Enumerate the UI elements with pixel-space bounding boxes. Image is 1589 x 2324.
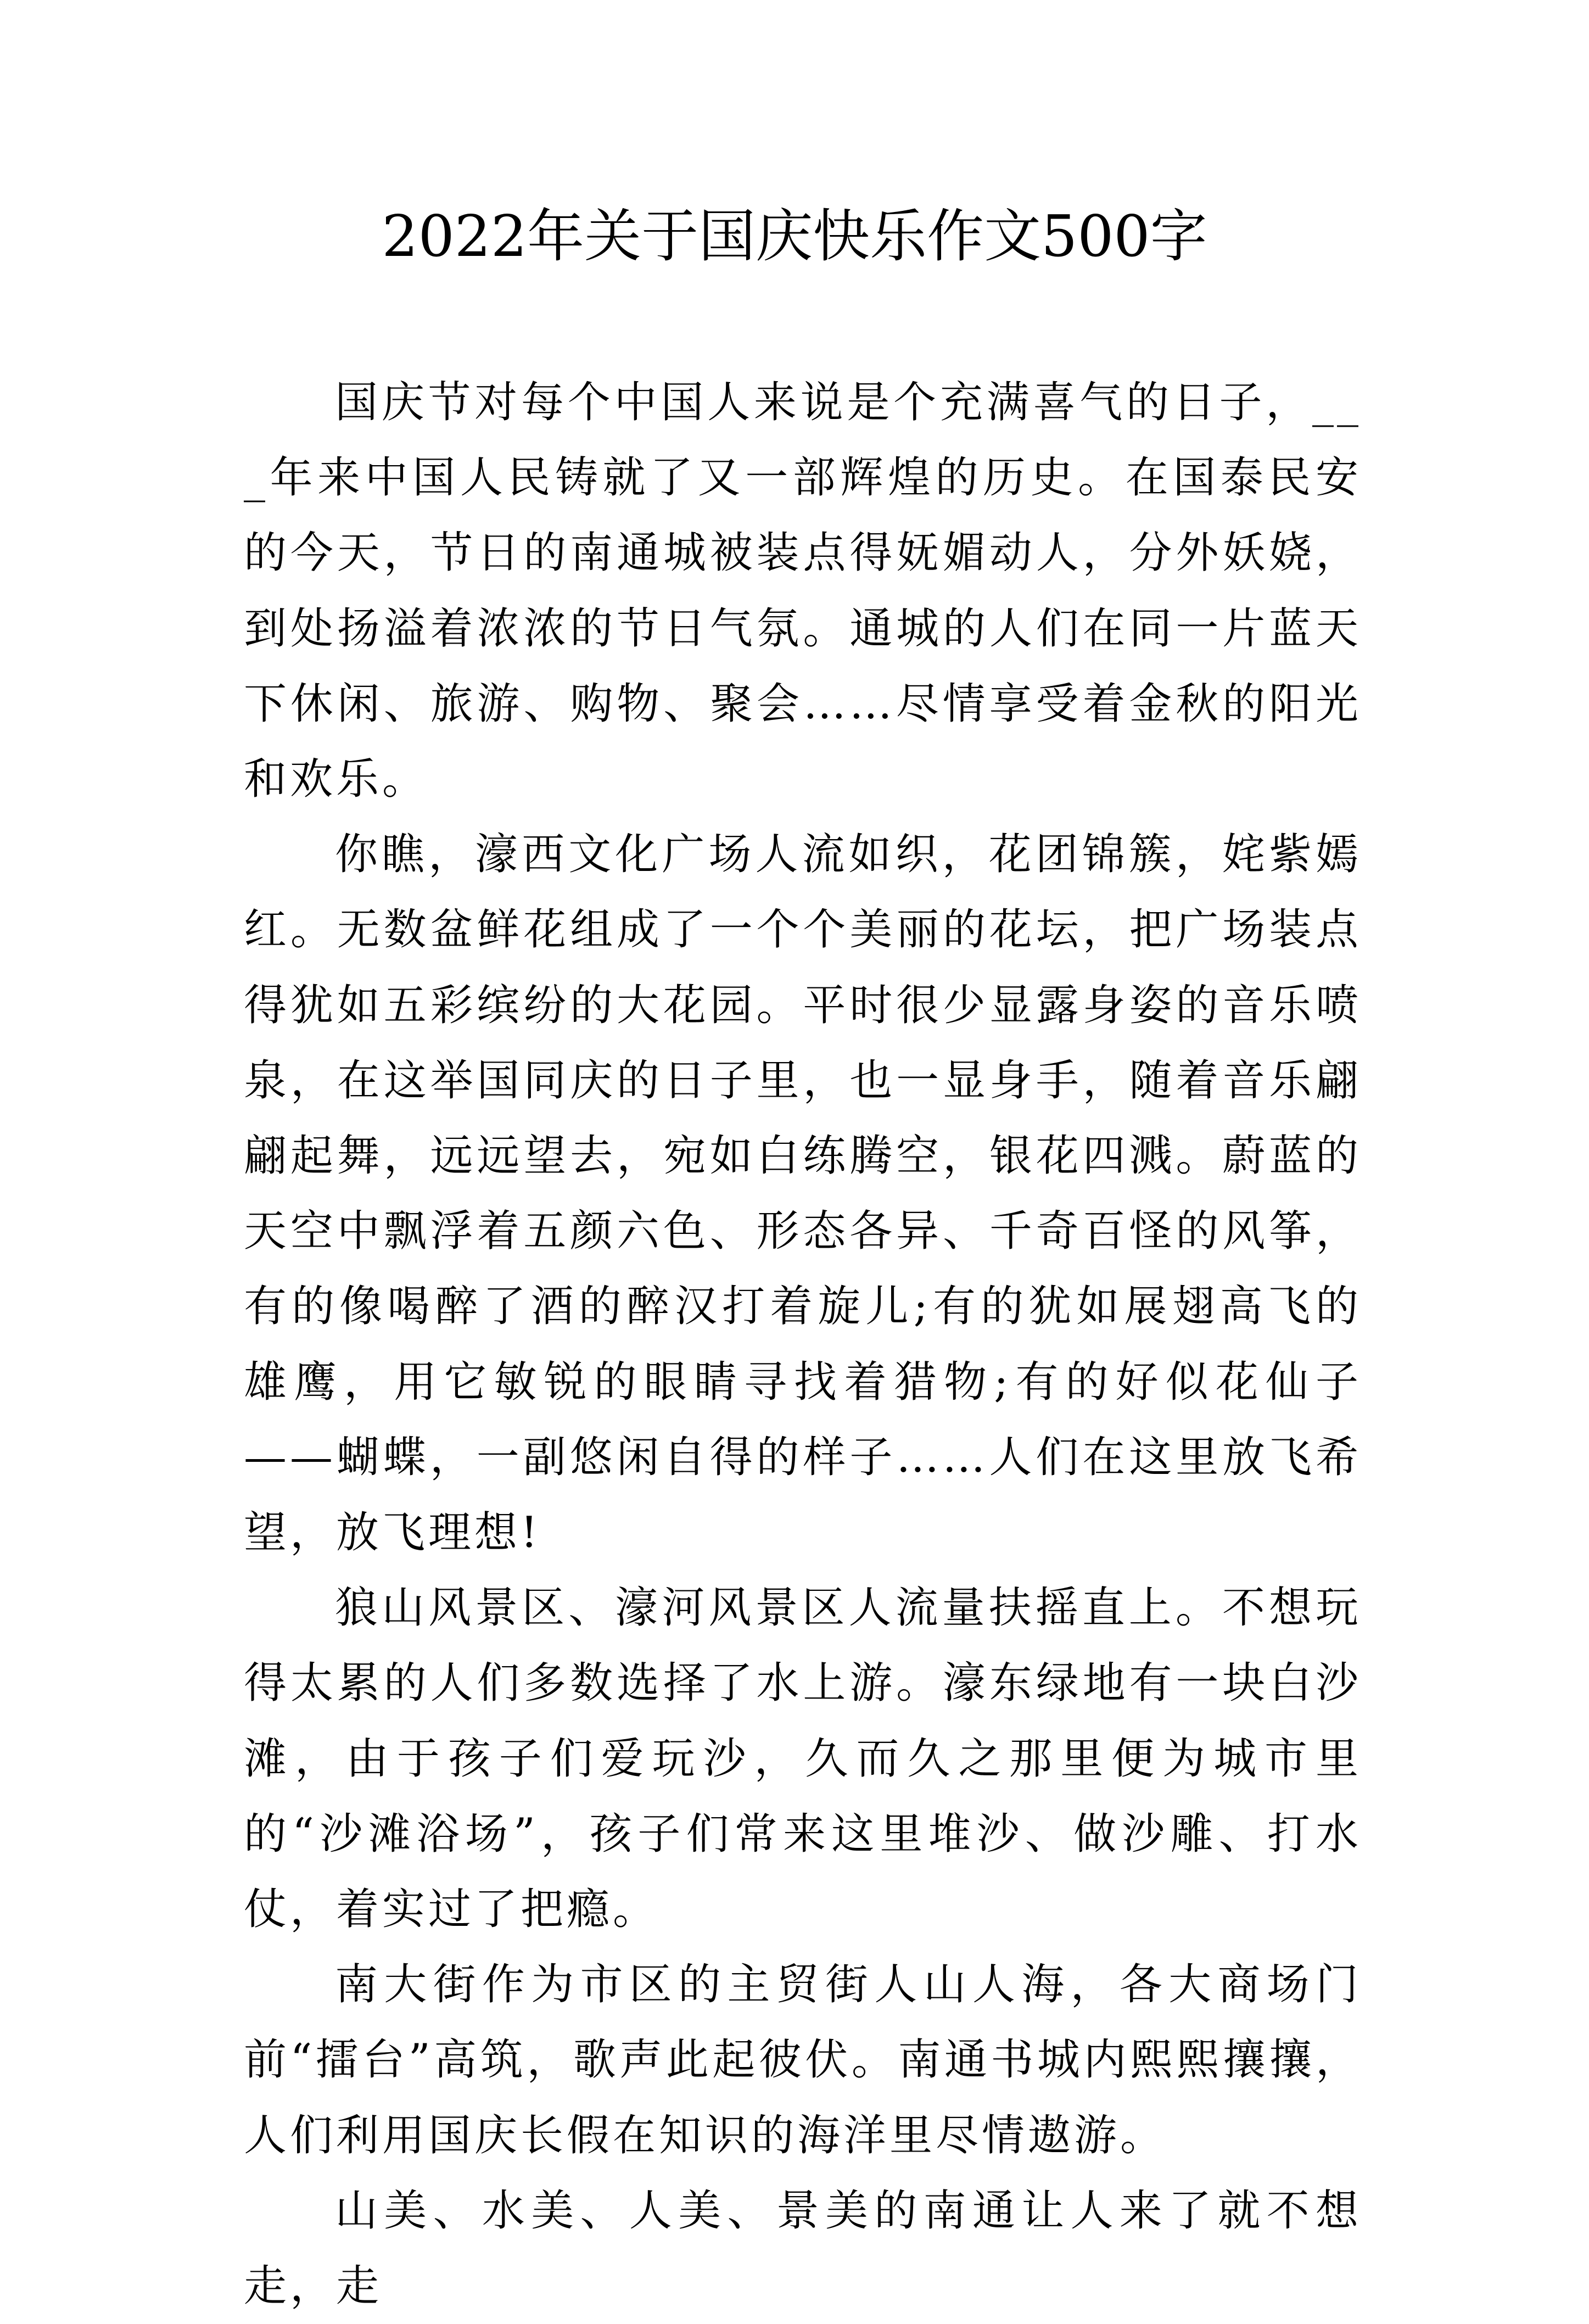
paragraph: 南大街作为市区的主贸街人山人海，各大商场门前“擂台”高筑，歌声此起彼伏。南通书城内熙熙攘攘，人们利用国庆长假在知识的海洋里尽情遨游。: [244, 1960, 1362, 2160]
paragraph: 国庆节对每个中国人来说是个充满喜气的日子，___年来中国人民铸就了又一部辉煌的历史。在国泰民安的今天，节日的南通城被装点得妩媚动人，分外妖娆，到处扬溢着浓浓的节日气氛。通城的人们在同一片蓝天下休闲、旅游、购物、聚会……尽情享受着金秋的阳光和欢乐。: [244, 378, 1362, 805]
paragraph: 山美、水美、人美、景美的南通让人来了就不想走，走: [244, 2186, 1362, 2311]
paragraph: 你瞧，濠西文化广场人流如织，花团锦簇，姹紫嫣红。无数盆鲜花组成了一个个美丽的花坛，把广场装点得犹如五彩缤纷的大花园。平时很少显露身姿的音乐喷泉，在这举国同庆的日子里，也一显身手，随着音乐翩翩起舞，远远望去，宛如白练腾空，银花四溅。蔚蓝的天空中飘浮着五颜六色、形态各异、千奇百怪的风筝，有的像喝醉了酒的醉汉打着旋儿;有的犹如展翅高飞的雄鹰，用它敏锐的眼睛寻找着猎物;有的好似花仙子——蝴蝶，一副悠闲自得的样子……人们在这里放飞希望，放飞理想!: [244, 830, 1362, 1558]
document-title: 2022年关于国庆快乐作文500字: [382, 203, 1207, 270]
document-body: [244, 365, 1362, 2324]
paragraph: 狼山风景区、濠河风景区人流量扶摇直上。不想玩得太累的人们多数选择了水上游。濠东绿地有一块白沙滩，由于孩子们爱玩沙，久而久之那里便为城市里的“沙滩浴场”，孩子们常来这里堆沙、做沙雕、打水仗，着实过了把瘾。: [244, 1583, 1362, 1935]
